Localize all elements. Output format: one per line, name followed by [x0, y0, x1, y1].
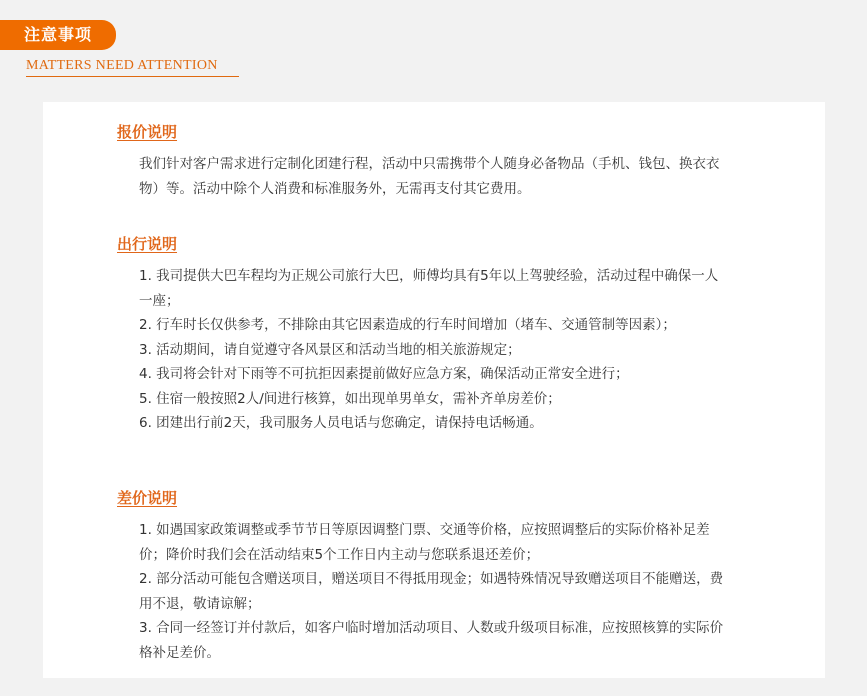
list-item: 6. 团建出行前2天，我司服务人员电话与您确定，请保持电话畅通。	[139, 415, 543, 431]
list-item: 5. 住宿一般按照2人/间进行核算，如出现单男单女，需补齐单房差价；	[139, 390, 561, 407]
paragraph: 我们针对客户需求进行定制化团建行程，活动中只需携带个人随身必备物品（手机、钱包、换衣衣物）等。活动中除个人消费和标准服务外，无需再支付其它费用。	[139, 156, 720, 197]
list-item: 2. 行车时长仅供参考，不排除由其它因素造成的行车时间增加（堵车、交通管制等因素）；	[139, 317, 676, 333]
list-item: 3. 活动期间，请自觉遵守各风景区和活动当地的相关旅游规定；	[139, 341, 521, 358]
list-item: 1. 我司提供大巴车程均为正规公司旅行大巴，师傅均具有5年以上驾驶经验，活动过程中确保一人一座；	[139, 268, 719, 309]
section-body-price-difference	[117, 518, 727, 665]
section-price-difference	[117, 488, 727, 665]
subtitle-underline	[26, 76, 239, 77]
list-item: 1. 如遇国家政策调整或季节节日等原因调整门票、交通等价格，应按照调整后的实际价格补足差价；降价时我们会在活动结束5个工作日内主动与您联系退还差价；	[139, 522, 710, 563]
section-title-travel: 出行说明	[117, 235, 178, 253]
section-header-tab: 注意事项	[0, 20, 116, 50]
section-title-price-difference: 差价说明	[117, 489, 178, 507]
list-item: 2. 部分活动可能包含赠送项目，赠送项目不得抵用现金；如遇特殊情况导致赠送项目不能赠送，费用不退，敬请谅解；	[139, 571, 724, 612]
section-pricing	[117, 122, 727, 201]
section-travel	[117, 234, 727, 436]
list-item: 4. 我司将会针对下雨等不可抗拒因素提前做好应急方案，确保活动正常安全进行；	[139, 366, 629, 382]
notice-panel	[43, 102, 825, 678]
section-title-pricing: 报价说明	[117, 123, 178, 141]
section-header-subtitle: MATTERS NEED ATTENTION	[26, 58, 218, 73]
section-body-travel	[117, 264, 727, 436]
section-body-pricing	[117, 152, 727, 201]
list-item: 3. 合同一经签订并付款后，如客户临时增加活动项目、人数或升级项目标准，应按照核算的实际价格补足差价。	[139, 620, 724, 661]
